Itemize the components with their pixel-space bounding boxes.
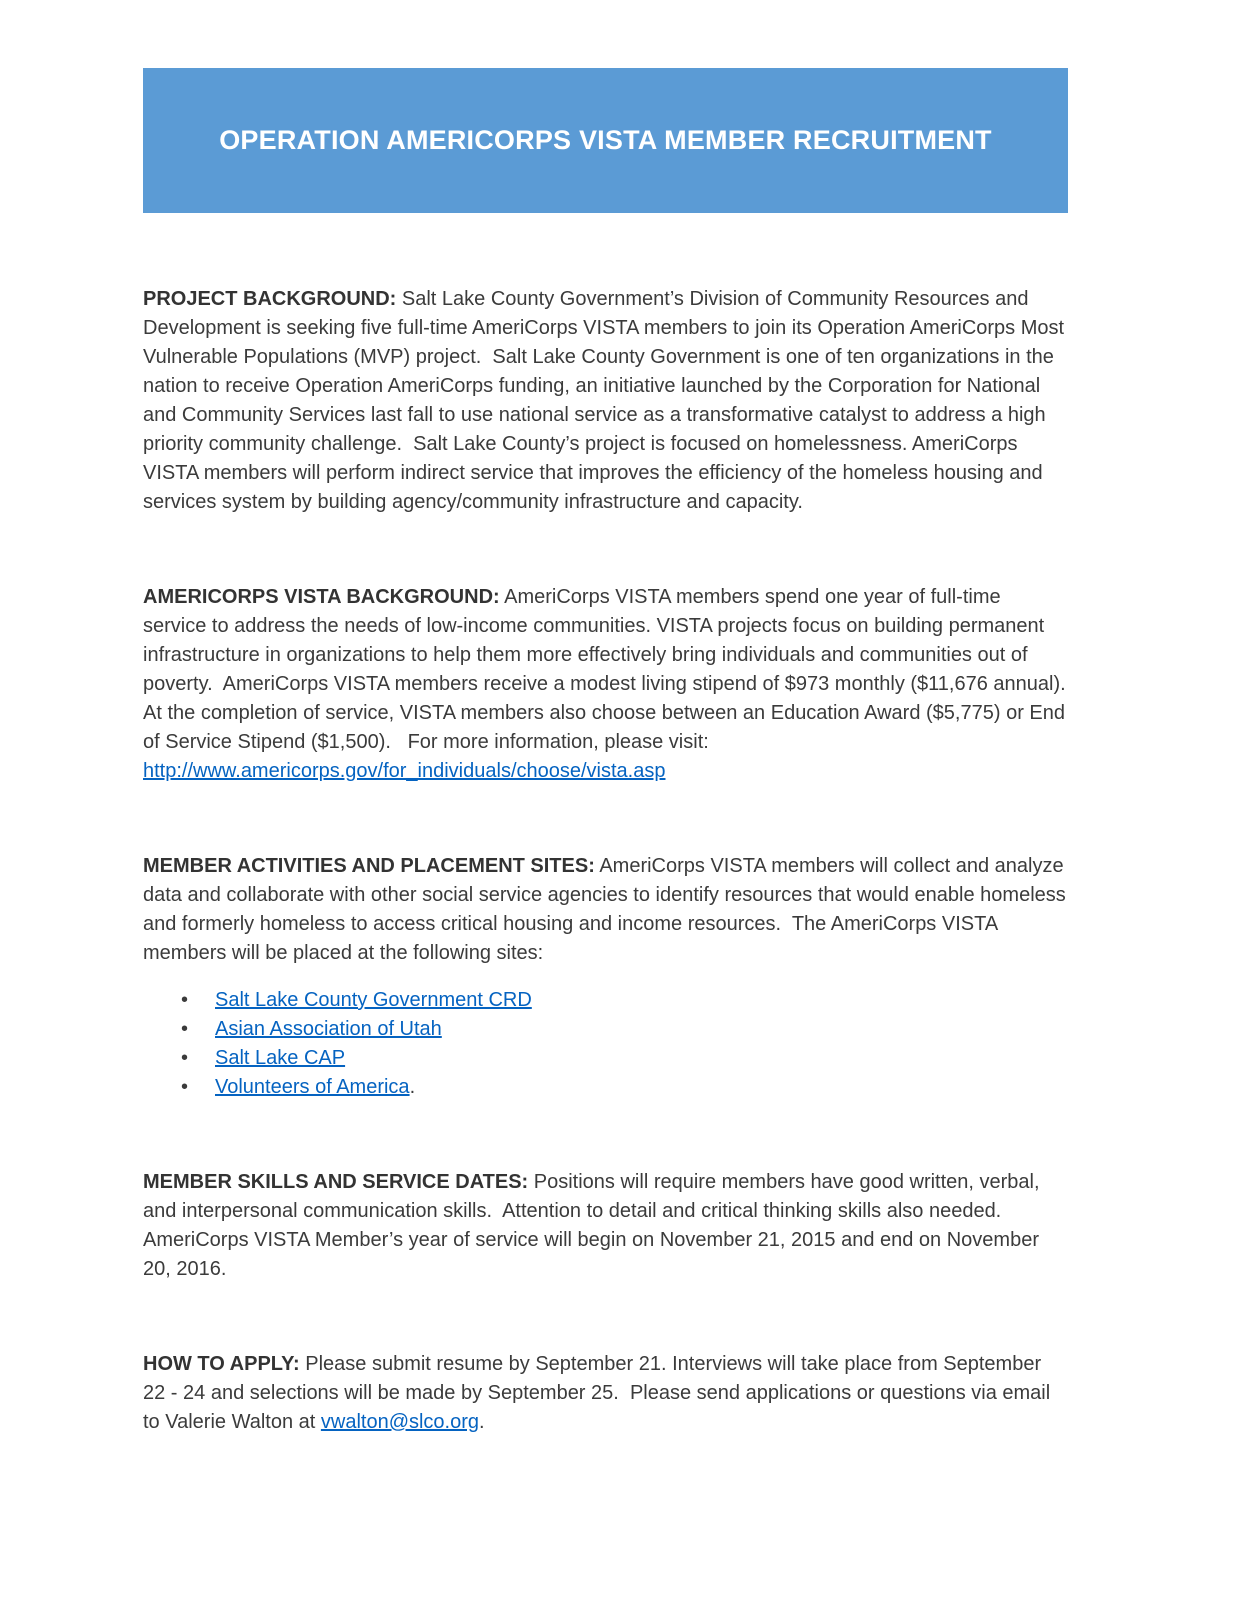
list-item — [143, 986, 1068, 1015]
placement-site-link-volunteers-of-america[interactable]: Volunteers of America — [215, 1076, 410, 1098]
vista-background-text: AmeriCorps VISTA members spend one year of full-time service to address the needs of low-income communities. VISTA projects focus on building permanent infrastructure in organizations to help them more effectively bring individuals and communities out of poverty. AmeriCorps VISTA members receive a modest living stipend of $973 monthly ($11,676 annual). At the completion of service, VISTA members also choose between an Education Award ($5,775) or End of Service Stipend ($1,500). For more information, please visit: — [143, 586, 1071, 753]
member-activities-heading: MEMBER ACTIVITIES AND PLACEMENT SITES: — [143, 855, 595, 877]
how-to-apply-suffix: . — [479, 1411, 485, 1433]
placement-site-link-asian-association[interactable]: Asian Association of Utah — [215, 1018, 442, 1040]
member-activities-text: AmeriCorps VISTA members will collect and analyze data and collaborate with other social service agencies to identify resources that would enable homeless and formerly homeless to access critical housing and income resources. The AmeriCorps VISTA members will be placed at the following sites: — [143, 855, 1072, 964]
placement-site-link-slco-crd[interactable]: Salt Lake County Government CRD — [215, 989, 532, 1011]
email-link[interactable]: vwalton@slco.org — [320, 1411, 480, 1433]
how-to-apply-heading: HOW TO APPLY: — [143, 1353, 300, 1375]
title-banner — [143, 68, 1068, 213]
list-item — [143, 1073, 1068, 1102]
list-item-suffix: . — [409, 1076, 416, 1098]
member-skills-text: Positions will require members have good written, verbal, and interpersonal communication skills. Attention to detail and critical thinking skills also needed. AmeriCorps VISTA Member’s year of service will begin on November 21, 2015 and end on November 20, 2016. — [143, 1171, 1046, 1280]
how-to-apply-text: Please submit resume by September 21. Interviews will take place from September 22 - 24 and selections will be made by September 25. Please send applications or questions via email to Valerie Walton at — [143, 1353, 1056, 1433]
member-activities-paragraph — [143, 852, 1072, 968]
document-body — [143, 285, 1072, 1437]
section-how-to-apply — [143, 1350, 1068, 1437]
section-member-skills — [143, 1168, 1068, 1284]
vista-background-heading: AMERICORPS VISTA BACKGROUND: — [143, 586, 500, 608]
vista-info-link[interactable]: http://www.americorps.gov/for_individuals/choose/vista.asp — [143, 760, 666, 782]
section-member-activities — [143, 852, 1072, 1102]
list-item — [143, 1044, 1068, 1073]
placement-sites-list — [143, 986, 1068, 1102]
section-vista-background — [143, 583, 1071, 786]
member-skills-heading: MEMBER SKILLS AND SERVICE DATES: — [143, 1171, 529, 1193]
placement-site-link-salt-lake-cap[interactable]: Salt Lake CAP — [215, 1047, 346, 1069]
section-project-background — [143, 285, 1068, 517]
project-background-heading: PROJECT BACKGROUND: — [143, 288, 397, 310]
document-title: OPERATION AMERICORPS VISTA MEMBER RECRUITMENT — [219, 125, 992, 155]
project-background-text: Salt Lake County Government’s Division of Community Resources and Development is seeking five full-time AmeriCorps VISTA members to join its Operation AmeriCorps Most Vulnerable Populations (MVP) project. Salt Lake County Government is one of ten organizations in the nation to receive Operation AmeriCorps funding, an initiative launched by the Corporation for National and Community Services last fall to use national service as a transformative catalyst to address a high priority community challenge. Salt Lake County’s project is focused on homelessness. AmeriCorps VISTA members will perform indirect service that improves the efficiency of the homeless housing and services system by building agency/community infrastructure and capacity. — [143, 288, 1070, 513]
list-item — [143, 1015, 1068, 1044]
